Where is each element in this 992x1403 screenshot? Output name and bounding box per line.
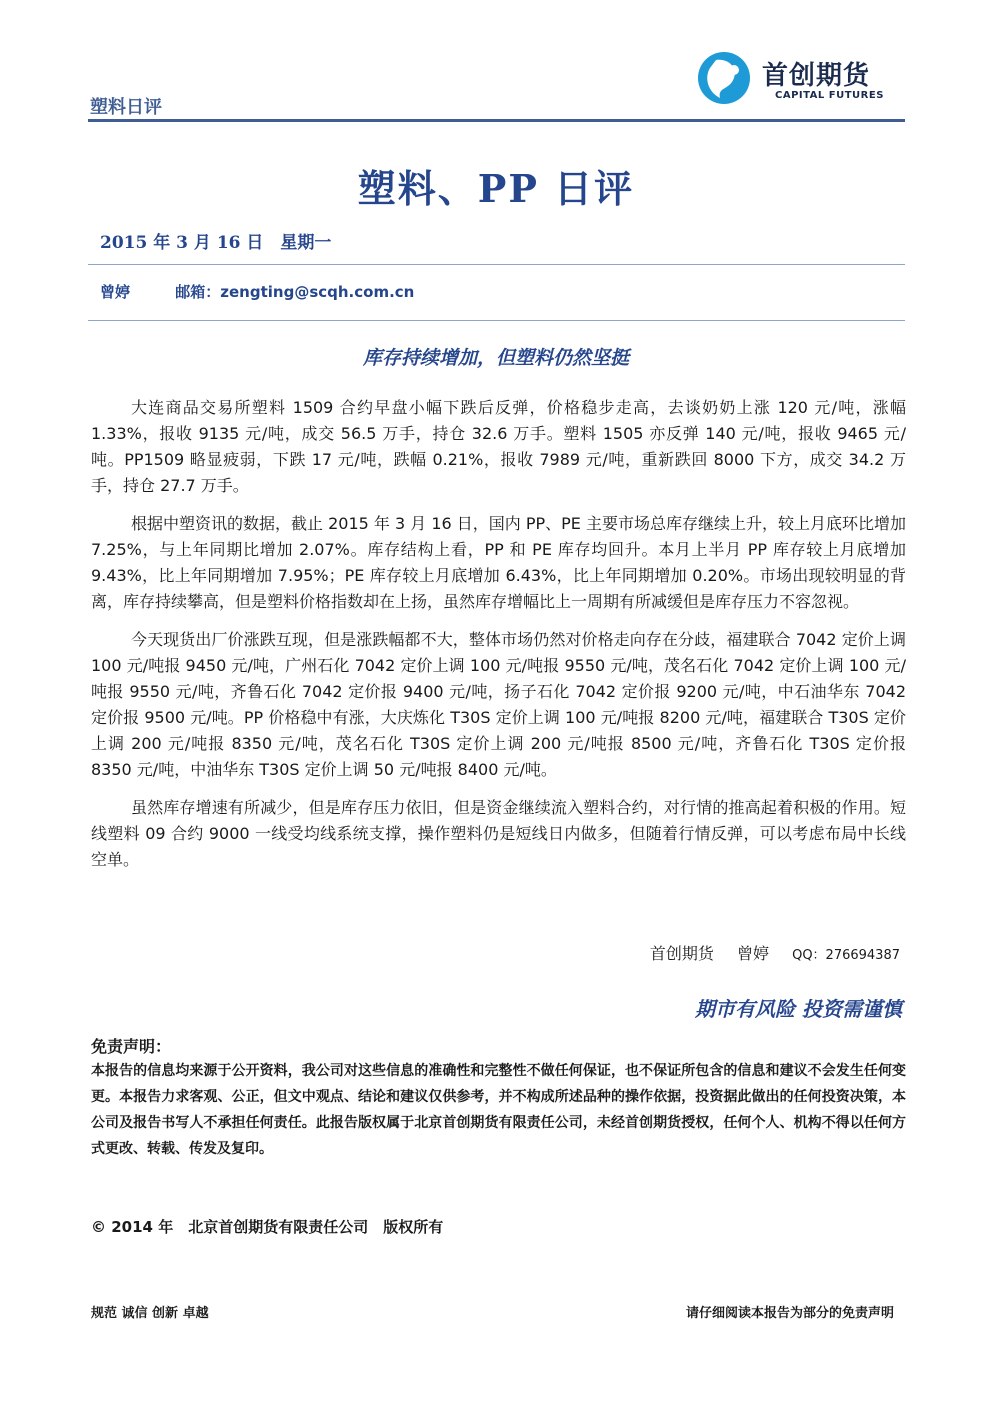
signature-line xyxy=(650,941,900,964)
logo-mark-icon xyxy=(696,48,756,108)
header-divider xyxy=(88,119,905,122)
signature-qq: QQ：276694387 xyxy=(792,948,900,963)
paragraph: 今天现货出厂价涨跌互现，但是涨跌幅都不大，整体市场仍然对价格走向存在分歧，福建联合 7042 定价上调 100 元/吨报 9450 元/吨，广州石化 7042 定价上调 100 元/吨报 9550 元/吨，茂名石化 7042 定价上调 100 元/吨报 9550 元/吨，齐鲁石化 7042 定价报 9400 元/吨，扬子石化 7042 定价报 9200 元/吨，中石油华东 7042 定价报 9500 元/吨。PP 价格稳中有涨，大庆炼化 T30S 定价上调 100 元/吨报 8200 元/吨，福建联合 T30S 定价上调 200 元/吨报 8350 元/吨，茂名石化 T30S 定价上调 200 元/吨报 8500 元/吨，齐鲁石化 T30S 定价报 8350 元/吨，中油华东 T30S 定价上调 50 元/吨报 8400 元/吨。 xyxy=(91,630,906,779)
copyright-notice: © 2014 年 北京首创期货有限责任公司 版权所有 xyxy=(91,1218,444,1236)
company-logo xyxy=(696,48,906,108)
paragraph: 大连商品交易所塑料 1509 合约早盘小幅下跌后反弹，价格稳步走高，去谈奶奶上涨 120 元/吨，涨幅 1.33%，报收 9135 元/吨，成交 56.5 万手，持仓 32.6 万手。塑料 1505 亦反弹 140 元/吨，报收 9465 元/吨。PP1509 略显疲弱，下跌 17 元/吨，跌幅 0.21%，报收 7989 元/吨，重新跌回 8000 下方，成交 34.2 万手，持仓 27.7 万手。 xyxy=(91,398,906,495)
disclaimer-body: 本报告的信息均来源于公开资料，我公司对这些信息的准确性和完整性不做任何保证，也不保证所包含的信息和建议不会发生任何变更。本报告力求客观、公正，但文中观点、结论和建议仅供参考，并不构成所述品种的操作依据，投资据此做出的任何投资决策，本公司及报告书写人不承担任何责任。此报告版权属于北京首创期货有限责任公司，未经首创期货授权，任何个人、机构不得以任何方式更改、转载、传发及复印。 xyxy=(91,1063,906,1157)
paragraph: 虽然库存增速有所减少，但是库存压力依旧，但是资金继续流入塑料合约，对行情的推高起着积极的作用。短线塑料 09 合约 9000 一线受均线系统支撑，操作塑料仍是短线日内做多，但随着行情反弹，可以考虑布局中长线空单。 xyxy=(91,798,906,869)
article-headline: 库存持续增加，但塑料仍然坚挺 xyxy=(362,347,629,369)
risk-notice: 期市有风险 投资需谨慎 xyxy=(695,997,902,1021)
author-email: zengting@scqh.com.cn xyxy=(220,283,415,301)
email-label: 邮箱： xyxy=(175,283,221,301)
disclaimer-title: 免责声明： xyxy=(91,1037,172,1056)
paragraph: 根据中塑资讯的数据，截止 2015 年 3 月 16 日，国内 PP、PE 主要市场总库存继续上升，较上月底环比增加 7.25%，与上年同期比增加 2.07%。库存结构上看，PP 和 PE 库存均回升。本月上半月 PP 库存较上月底增加 9.43%，比上年同期增加 7.95%；PE 库存较上月底增加 6.43%，比上年同期增加 0.20%。市场出现较明显的背离，库存持续攀高，但是塑料价格指数却在上扬，虽然库存增幅比上一周期有所减缓但是库存压力不容忽视。 xyxy=(91,514,907,611)
header-section-label: 塑料日评 xyxy=(90,97,162,118)
footer-motto: 规范 诚信 创新 卓越 xyxy=(91,1306,209,1321)
author-info xyxy=(100,281,414,302)
footer-disclaimer-note: 请仔细阅读本报告为部分的免责声明 xyxy=(685,1306,894,1321)
article-body xyxy=(91,395,906,885)
signature-company: 首创期货 xyxy=(649,944,714,963)
divider-line xyxy=(88,320,905,321)
divider-line xyxy=(88,264,905,265)
document-date: 2015 年 3 月 16 日 星期一 xyxy=(100,233,332,253)
author-name: 曾婷 xyxy=(100,283,131,301)
signature-name: 曾婷 xyxy=(736,944,769,963)
logo-english-name: CAPITAL FUTURES xyxy=(775,90,884,101)
logo-chinese-name: 首创期货 xyxy=(762,61,871,91)
document-title: 塑料、PP 日评 xyxy=(357,166,635,211)
